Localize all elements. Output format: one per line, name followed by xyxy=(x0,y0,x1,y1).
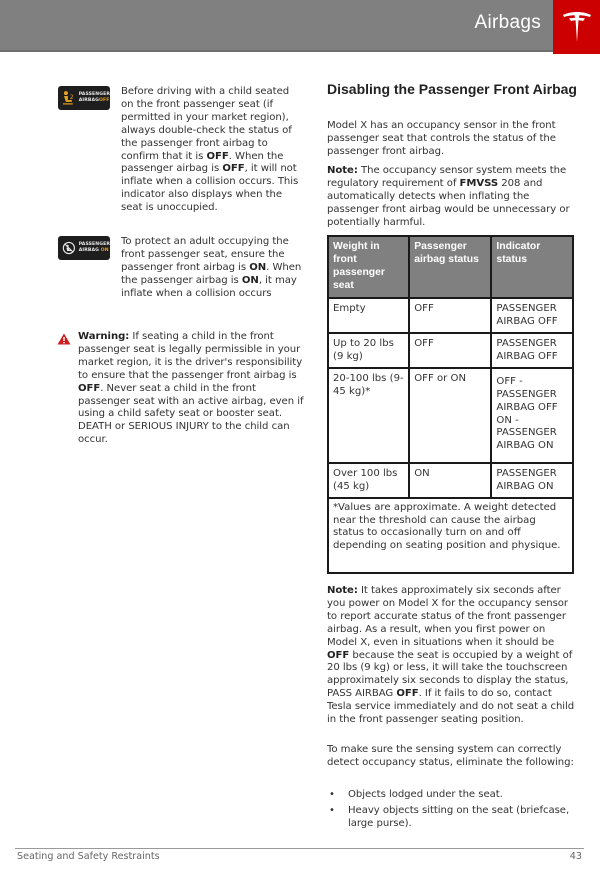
note-regulatory: Note: The occupancy sensor system meets the regulatory requirement of FMVSS 208 and automatically detects when inflating the passenger front airbag would be unnecessary or potentially harmful. xyxy=(327,165,570,228)
airbag-status-table xyxy=(327,235,574,574)
cell-indicator: OFF - PASSENGER AIRBAG OFF ON - PASSENGER AIRBAG ON xyxy=(491,368,573,463)
header-bar xyxy=(0,0,553,52)
header-indicator-status: Indicator status xyxy=(491,236,573,298)
sensing-intro: To make sure the sensing system can correctly detect occupancy status, eliminate the following: xyxy=(327,744,574,768)
header-weight: Weight in front passenger seat xyxy=(328,236,409,298)
footer-section-title: Seating and Safety Restraints xyxy=(17,851,160,862)
cell-weight: 20-100 lbs (9-45 kg)* xyxy=(328,368,409,463)
passenger-airbag-off-indicator xyxy=(58,86,110,110)
passenger-airbag-on-indicator xyxy=(58,236,110,260)
tesla-logo-icon xyxy=(561,9,593,45)
no-child-seat-icon xyxy=(62,240,76,256)
bullet-icon: • xyxy=(329,804,335,816)
table-row xyxy=(328,333,573,368)
sensing-bullet-list xyxy=(327,789,577,834)
tesla-logo xyxy=(553,0,600,54)
cell-status: OFF xyxy=(409,333,491,368)
intro-paragraph: Model X has an occupancy sensor in the front passenger seat that controls the status of the passenger front airbag. xyxy=(327,120,556,157)
page-title: Airbags xyxy=(474,12,541,33)
cell-status: OFF or ON xyxy=(409,368,491,463)
table-header-row xyxy=(328,236,573,298)
header-airbag-status: Passenger airbag status xyxy=(409,236,491,298)
note-startup-delay: Note: It takes approximately six seconds after you power on Model X for the occupancy sensor to report accurate status of the front passenger airbag. As a result, when you first power on Model X, even in situations when it should be OFF because the seat is occupied by a weight of 20 lbs (9 kg) or less, it will take the touchscreen approximately six seconds to display the status, PASS AIRBAG OFF. If it fails to do so, contact Tesla service immediately and do not seat a child in the front passenger seating position. xyxy=(327,585,575,726)
list-item: • Objects lodged under the seat. xyxy=(329,789,503,800)
table-footnote: *Values are approximate. A weight detected near the threshold can cause the airbag status to occasionally turn on and off depending on seating position and physique. xyxy=(328,498,573,573)
section-heading: Disabling the Passenger Front Airbag xyxy=(327,81,577,97)
cell-status: ON xyxy=(409,463,491,498)
cell-weight: Up to 20 lbs (9 kg) xyxy=(328,333,409,368)
warning-triangle-icon xyxy=(57,333,71,345)
cell-status: OFF xyxy=(409,298,491,333)
indicator-on-label: PASSENGER AIRBAG ON xyxy=(78,242,110,253)
cell-weight: Empty xyxy=(328,298,409,333)
adult-occupant-paragraph: To protect an adult occupying the front passenger seat, ensure the passenger front airbag is ON. When the passenger airbag is ON, it may inflate when a collision occurs xyxy=(121,236,302,299)
warning-label: Warning: xyxy=(78,331,130,342)
footer-divider xyxy=(15,848,584,849)
table-row xyxy=(328,298,573,333)
page-number: 43 xyxy=(569,851,582,862)
cell-indicator: PASSENGER AIRBAG OFF xyxy=(491,298,573,333)
cell-weight: Over 100 lbs (45 kg) xyxy=(328,463,409,498)
warning-paragraph: Warning: If seating a child in the front passenger seat is legally permissible in your market region, it is the driver's responsibility to ensure that the passenger front airbag is OFF. Never seat a child in the front passenger seat with an active airbag, even if using a child safety seat or booster seat. DEATH or SERIOUS INJURY to the child can occur. xyxy=(78,331,304,446)
table-row xyxy=(328,463,573,498)
list-item: • Heavy objects sitting on the seat (briefcase, large purse). xyxy=(329,804,570,829)
cell-indicator: PASSENGER AIRBAG OFF xyxy=(491,333,573,368)
bullet-icon: • xyxy=(329,789,335,800)
child-seat-paragraph: Before driving with a child seated on the front passenger seat (if permitted in your market region), always double-check the status of the passenger front airbag to confirm that it is OFF. When the passenger airbag is OFF, it will not inflate when a collision occurs. This indicator also displays when the seat is unoccupied. xyxy=(121,86,299,214)
svg-text:2: 2 xyxy=(69,94,74,101)
cell-indicator: PASSENGER AIRBAG ON xyxy=(491,463,573,498)
indicator-off-label: PASSENGER AIRBAGOFF xyxy=(78,92,110,103)
child-seat-icon xyxy=(62,90,76,106)
table-footnote-row xyxy=(328,498,573,573)
table-row xyxy=(328,368,573,463)
